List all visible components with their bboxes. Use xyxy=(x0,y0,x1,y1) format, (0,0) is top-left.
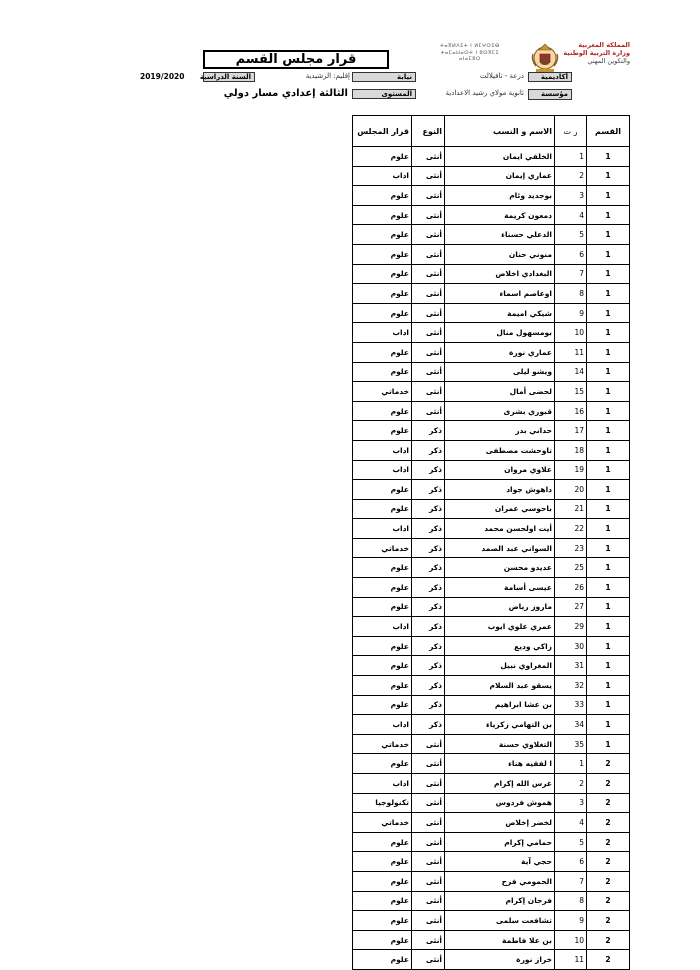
cell-decision: تكنولوجيا xyxy=(353,793,412,813)
table-row xyxy=(353,342,630,362)
cell-name: ماروز رياض xyxy=(445,597,555,617)
cell-name: علاوي مروان xyxy=(445,460,555,480)
cell-name: عماري إيمان xyxy=(445,166,555,186)
directorate-label: نيابة xyxy=(352,72,416,82)
table-row xyxy=(353,264,630,284)
cell-decision: خدماتي xyxy=(353,734,412,754)
table-row xyxy=(353,519,630,539)
cell-section: 1 xyxy=(587,480,630,500)
cell-decision: علوم xyxy=(353,362,412,382)
cell-number: 33 xyxy=(555,695,587,715)
cell-number: 19 xyxy=(555,460,587,480)
cell-section: 2 xyxy=(587,832,630,852)
cell-decision: علوم xyxy=(353,284,412,304)
cell-section: 1 xyxy=(587,401,630,421)
cell-section: 1 xyxy=(587,440,630,460)
table-row xyxy=(353,754,630,774)
cell-number: 35 xyxy=(555,734,587,754)
cell-number: 34 xyxy=(555,715,587,735)
cell-section: 1 xyxy=(587,342,630,362)
cell-section: 2 xyxy=(587,774,630,794)
cell-gender: أنثى xyxy=(412,852,445,872)
cell-number: 7 xyxy=(555,871,587,891)
cell-gender: أنثى xyxy=(412,793,445,813)
header-decision: قرار المجلس xyxy=(353,116,412,147)
cell-number: 1 xyxy=(555,754,587,774)
cell-name: قبوري بشرى xyxy=(445,401,555,421)
cell-number: 27 xyxy=(555,597,587,617)
table-row xyxy=(353,617,630,637)
cell-gender: ذكر xyxy=(412,421,445,441)
level-label: المستوى xyxy=(352,89,416,99)
cell-gender: أنثى xyxy=(412,225,445,245)
cell-decision: علوم xyxy=(353,597,412,617)
cell-number: 5 xyxy=(555,225,587,245)
cell-gender: أنثى xyxy=(412,166,445,186)
cell-section: 1 xyxy=(587,147,630,167)
header-section: القسم xyxy=(587,116,630,147)
cell-number: 5 xyxy=(555,832,587,852)
cell-name: لخضر إخلاص xyxy=(445,813,555,833)
cell-name: أيت اولحسن محمد xyxy=(445,519,555,539)
cell-decision: اداب xyxy=(353,774,412,794)
table-row xyxy=(353,323,630,343)
cell-gender: ذكر xyxy=(412,695,445,715)
cell-gender: ذكر xyxy=(412,578,445,598)
table-row xyxy=(353,852,630,872)
cell-number: 3 xyxy=(555,793,587,813)
table-row xyxy=(353,950,630,970)
cell-section: 2 xyxy=(587,930,630,950)
cell-name: هموش فردوس xyxy=(445,793,555,813)
cell-number: 1 xyxy=(555,147,587,167)
cell-section: 1 xyxy=(587,695,630,715)
cell-gender: أنثى xyxy=(412,930,445,950)
cell-decision: علوم xyxy=(353,421,412,441)
table-row xyxy=(353,440,630,460)
cell-number: 31 xyxy=(555,656,587,676)
table-row xyxy=(353,793,630,813)
table-header-row xyxy=(353,116,630,147)
cell-section: 1 xyxy=(587,382,630,402)
school-year-label: السنة الدراسية xyxy=(203,72,255,82)
institution-value: ثانوية مولاي رشيد الاعدادية xyxy=(445,89,524,97)
table-row xyxy=(353,636,630,656)
cell-name: باحوسي عمران xyxy=(445,499,555,519)
cell-name: فرحان إكرام xyxy=(445,891,555,911)
cell-gender: أنثى xyxy=(412,303,445,323)
cell-decision: اداب xyxy=(353,617,412,637)
cell-gender: ذكر xyxy=(412,440,445,460)
cell-section: 2 xyxy=(587,813,630,833)
cell-name: عمري علوي ايوب xyxy=(445,617,555,637)
cell-decision: علوم xyxy=(353,676,412,696)
table-row xyxy=(353,362,630,382)
header-number: ر ت xyxy=(555,116,587,147)
cell-number: 15 xyxy=(555,382,587,402)
cell-gender: ذكر xyxy=(412,617,445,637)
cell-decision: علوم xyxy=(353,342,412,362)
cell-decision: علوم xyxy=(353,871,412,891)
cell-gender: أنثى xyxy=(412,891,445,911)
cell-decision: علوم xyxy=(353,186,412,206)
cell-decision: خدماتي xyxy=(353,813,412,833)
cell-name: داهوش جواد xyxy=(445,480,555,500)
tifinagh-line: ⴰⵏⴰⵎⵓⵔ xyxy=(459,56,481,62)
cell-gender: أنثى xyxy=(412,813,445,833)
royal-emblem-icon xyxy=(528,40,562,74)
cell-section: 1 xyxy=(587,519,630,539)
cell-name: ويشو ليلى xyxy=(445,362,555,382)
cell-gender: أنثى xyxy=(412,382,445,402)
cell-gender: أنثى xyxy=(412,401,445,421)
cell-section: 1 xyxy=(587,734,630,754)
cell-decision: خدماتي xyxy=(353,382,412,402)
cell-gender: أنثى xyxy=(412,323,445,343)
cell-section: 1 xyxy=(587,323,630,343)
table-row xyxy=(353,205,630,225)
cell-section: 2 xyxy=(587,950,630,970)
cell-number: 2 xyxy=(555,166,587,186)
cell-number: 16 xyxy=(555,401,587,421)
table-row xyxy=(353,930,630,950)
cell-number: 23 xyxy=(555,538,587,558)
cell-number: 9 xyxy=(555,303,587,323)
cell-number: 14 xyxy=(555,362,587,382)
cell-name: بومسهول منال xyxy=(445,323,555,343)
cell-name: خراز نورة xyxy=(445,950,555,970)
cell-name: يسقو عبد السلام xyxy=(445,676,555,696)
table-row xyxy=(353,676,630,696)
cell-gender: أنثى xyxy=(412,871,445,891)
cell-number: 11 xyxy=(555,950,587,970)
cell-decision: علوم xyxy=(353,499,412,519)
table-row xyxy=(353,715,630,735)
cell-section: 1 xyxy=(587,186,630,206)
cell-section: 1 xyxy=(587,244,630,264)
table-row xyxy=(353,303,630,323)
cell-decision: اداب xyxy=(353,519,412,539)
cell-decision: اداب xyxy=(353,715,412,735)
table-row xyxy=(353,499,630,519)
table-row xyxy=(353,538,630,558)
cell-name: دمعون كريمة xyxy=(445,205,555,225)
cell-number: 20 xyxy=(555,480,587,500)
cell-number: 26 xyxy=(555,578,587,598)
cell-decision: علوم xyxy=(353,636,412,656)
cell-section: 1 xyxy=(587,656,630,676)
table-row xyxy=(353,832,630,852)
cell-decision: علوم xyxy=(353,480,412,500)
cell-gender: ذكر xyxy=(412,499,445,519)
table-row xyxy=(353,734,630,754)
cell-decision: اداب xyxy=(353,323,412,343)
cell-decision: علوم xyxy=(353,754,412,774)
cell-decision: علوم xyxy=(353,891,412,911)
cell-decision: علوم xyxy=(353,832,412,852)
cell-section: 1 xyxy=(587,284,630,304)
cell-name: بن التهامي زكرياء xyxy=(445,715,555,735)
table-row xyxy=(353,558,630,578)
cell-gender: ذكر xyxy=(412,656,445,676)
cell-name: حداني بدر xyxy=(445,421,555,441)
level-value: الثالثة إعدادي مسار دولي xyxy=(223,88,348,99)
table-row xyxy=(353,166,630,186)
cell-number: 21 xyxy=(555,499,587,519)
cell-name: غرس الله إكرام xyxy=(445,774,555,794)
cell-name: حمامي إكرام xyxy=(445,832,555,852)
table-row xyxy=(353,284,630,304)
cell-section: 1 xyxy=(587,166,630,186)
cell-gender: أنثى xyxy=(412,832,445,852)
cell-gender: أنثى xyxy=(412,950,445,970)
cell-decision: علوم xyxy=(353,244,412,264)
cell-section: 1 xyxy=(587,597,630,617)
cell-number: 8 xyxy=(555,284,587,304)
cell-gender: ذكر xyxy=(412,636,445,656)
cell-decision: علوم xyxy=(353,264,412,284)
cell-gender: ذكر xyxy=(412,519,445,539)
cell-number: 29 xyxy=(555,617,587,637)
cell-section: 1 xyxy=(587,636,630,656)
cell-gender: ذكر xyxy=(412,460,445,480)
cell-section: 1 xyxy=(587,421,630,441)
cell-name: اوعاصم اسماء xyxy=(445,284,555,304)
cell-section: 1 xyxy=(587,362,630,382)
cell-name: منوني حنان xyxy=(445,244,555,264)
cell-section: 1 xyxy=(587,715,630,735)
header-name: الاسم و النسب xyxy=(445,116,555,147)
ministry-line: وزارة التربية الوطنية xyxy=(563,49,630,57)
cell-name: بوجديد وئام xyxy=(445,186,555,206)
cell-number: 9 xyxy=(555,911,587,931)
cell-gender: أنثى xyxy=(412,264,445,284)
cell-name: لحضى أمال xyxy=(445,382,555,402)
cell-name: الدعلي حسناء xyxy=(445,225,555,245)
cell-gender: ذكر xyxy=(412,676,445,696)
cell-number: 10 xyxy=(555,323,587,343)
cell-name: المغراوي نبيل xyxy=(445,656,555,676)
cell-name: عديدو محسن xyxy=(445,558,555,578)
cell-number: 25 xyxy=(555,558,587,578)
cell-decision: علوم xyxy=(353,695,412,715)
cell-gender: أنثى xyxy=(412,205,445,225)
table-row xyxy=(353,597,630,617)
institution-label: مؤسسة xyxy=(528,89,572,100)
table-row xyxy=(353,460,630,480)
table-row xyxy=(353,382,630,402)
cell-name: ا لفقيه هناء xyxy=(445,754,555,774)
table-row xyxy=(353,813,630,833)
cell-gender: ذكر xyxy=(412,558,445,578)
cell-section: 1 xyxy=(587,617,630,637)
cell-section: 2 xyxy=(587,911,630,931)
table-body xyxy=(353,147,630,970)
tifinagh-header xyxy=(430,43,510,63)
cell-name: زاكي وديع xyxy=(445,636,555,656)
cell-number: 3 xyxy=(555,186,587,206)
ministry-line: والتكوين المهني xyxy=(587,57,630,65)
cell-name: بن علا فاطمة xyxy=(445,930,555,950)
cell-decision: علوم xyxy=(353,950,412,970)
table-row xyxy=(353,578,630,598)
cell-gender: أنثى xyxy=(412,284,445,304)
cell-gender: أنثى xyxy=(412,362,445,382)
cell-name: تشافعت سلمى xyxy=(445,911,555,931)
cell-name: بن عشا ابراهيم xyxy=(445,695,555,715)
cell-decision: علوم xyxy=(353,303,412,323)
cell-name: السواني عبد الصمد xyxy=(445,538,555,558)
cell-decision: علوم xyxy=(353,147,412,167)
ministry-line: المملكة المغربية xyxy=(578,41,630,49)
students-table xyxy=(352,115,630,970)
table-row xyxy=(353,774,630,794)
table-row xyxy=(353,480,630,500)
table-row xyxy=(353,401,630,421)
cell-gender: أنثى xyxy=(412,774,445,794)
cell-section: 1 xyxy=(587,460,630,480)
cell-gender: أنثى xyxy=(412,147,445,167)
cell-name: شيكي اميمة xyxy=(445,303,555,323)
table-row xyxy=(353,656,630,676)
cell-number: 2 xyxy=(555,774,587,794)
cell-decision: علوم xyxy=(353,911,412,931)
cell-name: عماري نورة xyxy=(445,342,555,362)
cell-name: البغدادي اخلاص xyxy=(445,264,555,284)
cell-section: 2 xyxy=(587,891,630,911)
cell-gender: ذكر xyxy=(412,538,445,558)
cell-number: 6 xyxy=(555,244,587,264)
table-row xyxy=(353,186,630,206)
cell-name: عيسى أسامة xyxy=(445,578,555,598)
cell-gender: ذكر xyxy=(412,715,445,735)
cell-section: 1 xyxy=(587,538,630,558)
table-row xyxy=(353,244,630,264)
cell-section: 1 xyxy=(587,676,630,696)
tifinagh-line: ⵜⴰⵎⴰⵡⴰⵙⵜ ⵏ ⵓⵙⴳⵎⵉ xyxy=(440,49,500,56)
cell-gender: أنثى xyxy=(412,244,445,264)
cell-gender: ذكر xyxy=(412,597,445,617)
academy-value: درعة - تافيلالت xyxy=(479,72,524,80)
cell-gender: أنثى xyxy=(412,186,445,206)
cell-number: 30 xyxy=(555,636,587,656)
cell-section: 1 xyxy=(587,264,630,284)
cell-decision: علوم xyxy=(353,205,412,225)
cell-number: 10 xyxy=(555,930,587,950)
cell-number: 18 xyxy=(555,440,587,460)
cell-name: حجي آية xyxy=(445,852,555,872)
cell-gender: أنثى xyxy=(412,754,445,774)
directorate-value: إقليم: الرشيدية xyxy=(305,72,350,80)
cell-decision: علوم xyxy=(353,401,412,421)
header-gender: النوع xyxy=(412,116,445,147)
cell-decision: علوم xyxy=(353,578,412,598)
table-row xyxy=(353,871,630,891)
cell-section: 1 xyxy=(587,578,630,598)
cell-number: 32 xyxy=(555,676,587,696)
cell-number: 17 xyxy=(555,421,587,441)
academy-label: أكاديمية xyxy=(528,72,572,82)
table-row xyxy=(353,147,630,167)
cell-number: 11 xyxy=(555,342,587,362)
cell-section: 1 xyxy=(587,303,630,323)
cell-decision: علوم xyxy=(353,656,412,676)
cell-decision: علوم xyxy=(353,852,412,872)
cell-section: 1 xyxy=(587,205,630,225)
cell-name: الحمومي فرح xyxy=(445,871,555,891)
cell-decision: خدماتي xyxy=(353,538,412,558)
cell-section: 1 xyxy=(587,499,630,519)
cell-section: 1 xyxy=(587,558,630,578)
table-row xyxy=(353,695,630,715)
cell-section: 2 xyxy=(587,871,630,891)
cell-gender: أنثى xyxy=(412,734,445,754)
table-row xyxy=(353,421,630,441)
tifinagh-line: ⵜⴰⴳⵍⴷⵉⵜ ⵏ ⵍⵎⵖⵔⵉⴱ xyxy=(440,43,500,49)
cell-number: 6 xyxy=(555,852,587,872)
cell-section: 2 xyxy=(587,793,630,813)
cell-number: 22 xyxy=(555,519,587,539)
page-title: قرار مجلس القسم xyxy=(203,50,389,69)
cell-gender: أنثى xyxy=(412,342,445,362)
cell-section: 2 xyxy=(587,852,630,872)
cell-number: 4 xyxy=(555,813,587,833)
cell-decision: علوم xyxy=(353,225,412,245)
cell-gender: ذكر xyxy=(412,480,445,500)
cell-decision: اداب xyxy=(353,440,412,460)
cell-decision: اداب xyxy=(353,460,412,480)
school-year-value: 2019/2020 xyxy=(140,72,185,81)
cell-number: 7 xyxy=(555,264,587,284)
table-row xyxy=(353,911,630,931)
cell-section: 2 xyxy=(587,754,630,774)
table-row xyxy=(353,225,630,245)
table-row xyxy=(353,891,630,911)
cell-section: 1 xyxy=(587,225,630,245)
cell-number: 8 xyxy=(555,891,587,911)
cell-decision: علوم xyxy=(353,930,412,950)
cell-name: التغلاوي حسنة xyxy=(445,734,555,754)
cell-name: الخلفي ايمان xyxy=(445,147,555,167)
cell-decision: اداب xyxy=(353,166,412,186)
cell-number: 4 xyxy=(555,205,587,225)
cell-name: تاوحشت مصطفى xyxy=(445,440,555,460)
cell-gender: أنثى xyxy=(412,911,445,931)
cell-decision: علوم xyxy=(353,558,412,578)
